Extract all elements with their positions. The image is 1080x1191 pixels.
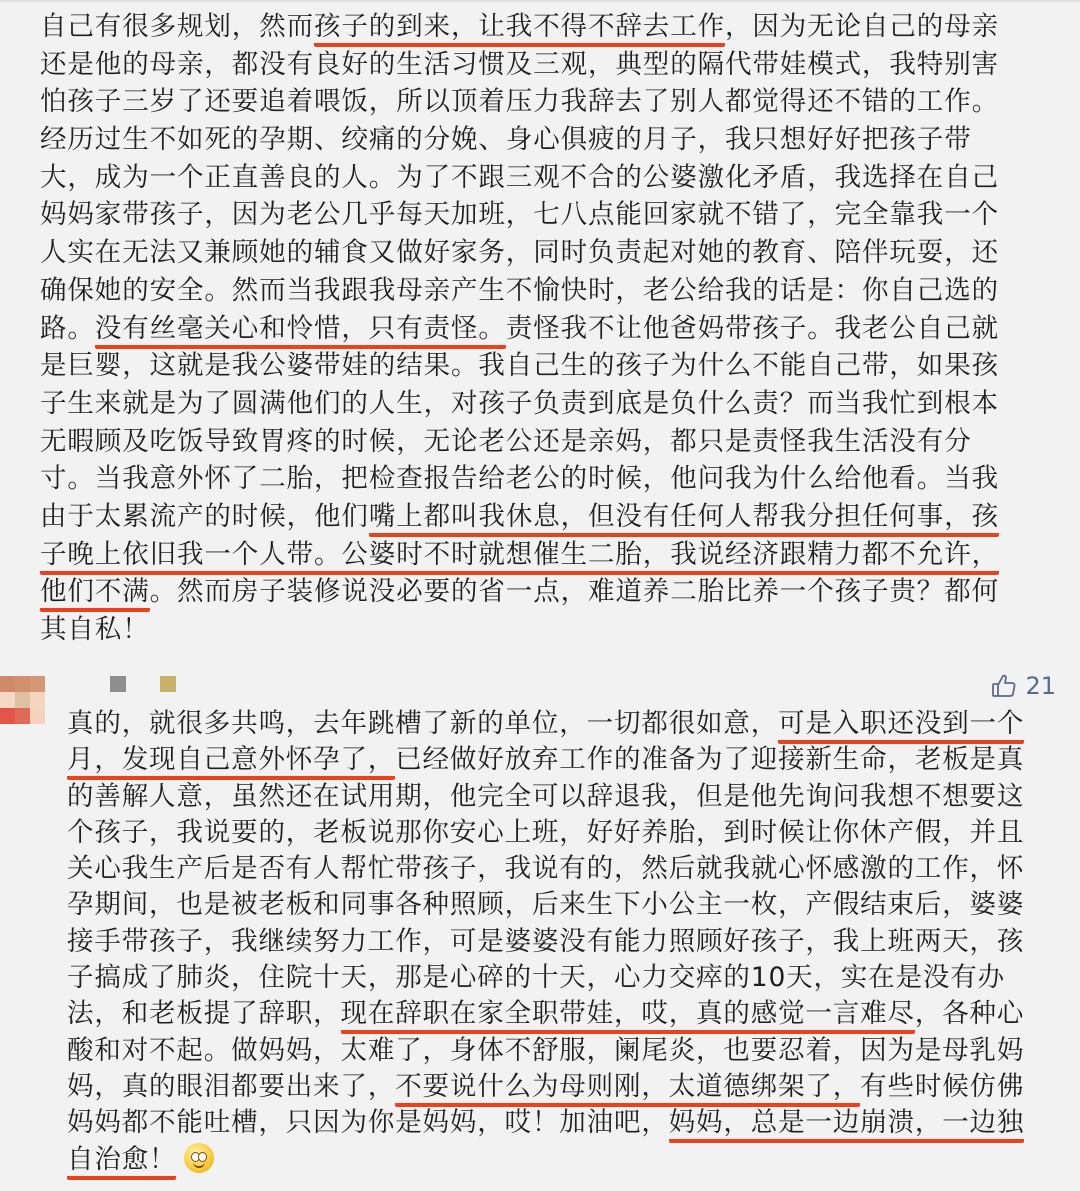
text-segment: 关心我生产后是否有人帮忙带孩子，我说有的，然后就我就心怀感激的工作，怀 [67,853,1025,885]
avatar-pixel [30,708,45,724]
text-line [67,742,1035,778]
highlighted-text: 现在辞职在家全职带娃，哎，真的感觉一言难尽 [341,998,915,1034]
text-line [67,1033,1035,1069]
text-line [40,498,1052,536]
text-segment: 是巨婴，这就是我公婆带娃的结果。我自己生的孩子为什么不能自己带，如果孩 [40,350,999,382]
text-line [40,460,1052,498]
username-redacted-block[interactable] [110,676,126,692]
text-line [40,121,1052,159]
text-line [67,779,1035,815]
text-line [67,706,1035,742]
text-segment: 法，和老板提了辞职， [67,998,341,1030]
avatar-pixel [30,676,45,692]
text-segment: 有些时候仿佛 [860,1070,1025,1102]
thumbs-up-icon [991,673,1017,699]
text-segment: ，因为无论自己的母亲 [725,11,999,42]
text-line [67,1105,1035,1141]
avatar-pixel [0,708,15,724]
text-line [40,8,1052,46]
highlighted-text: 孩子的到来，让我不得不辞去工作 [314,11,725,47]
text-line [67,960,1035,996]
text-segment: 路。 [40,312,95,344]
highlighted-text: 子晚上依旧我一个人带。公婆时不时就想催生二胎，我说经济跟精力都不允许， [40,539,999,575]
highlighted-text: 自治愈！ [67,1144,176,1180]
highlighted-text: 可是入职还没到一个 [778,708,1024,744]
text-segment: ，各种心 [914,998,1025,1030]
avatar-pixel [15,692,30,708]
text-segment: 确保她的安全。然而当我跟我母亲产生不愉快时，老公给我的话是：你自己选的 [40,274,999,306]
highlighted-text: 嘴上都叫我休息，但没有任何人帮我分担任何事，孩 [369,501,999,537]
text-segment: 无暇顾及吃饭导致胃疼的时候，无论老公还是亲妈，都只是责怪我生活没有分 [40,425,972,457]
text-line [40,159,1052,197]
comment-text [67,706,1035,1178]
highlighted-text: 不要说什么为母则刚，太道德绑架了， [395,1071,860,1107]
text-line [40,536,1052,574]
highlighted-text: 妈妈，总是一边崩溃，一边独 [669,1107,1025,1143]
like-count: 21 [1025,672,1056,700]
avatar-pixel [0,692,15,708]
text-line [40,573,1052,611]
text-line [67,1142,1035,1178]
text-line [67,887,1035,923]
text-segment: 酸和对不起。做妈妈，太难了，身体不舒服，阑尾炎，也要忍着，因为是母乳妈 [67,1034,1025,1066]
text-segment: 人实在无法又兼顾她的辅食又做好家务，同时负责起对她的教育、陪伴玩耍，还 [40,237,999,269]
avatar-pixel [15,676,30,692]
text-segment: 妈妈都不能吐槽，只因为你是妈妈，哎！加油吧， [67,1107,669,1139]
text-segment: 责怪我不让他爸妈带孩子。我老公自己就 [505,312,1000,344]
text-segment: 寸。当我意外怀了二胎，把检查报告给老公的时候，他问我为什么给他看。当我 [40,463,999,495]
text-segment: 接手带孩子，我继续努力工作，可是婆婆没有能力照顾好孩子，我上班两天，孩 [67,925,1025,957]
text-segment: 个孩子，我说要的，老板说那你安心上班，好好养胎，到时候让你休产假，并且 [67,816,1025,848]
username-redacted-block[interactable] [160,676,176,692]
text-segment: 还是他的母亲，都没有良好的生活习惯及三观，典型的隔代带娃模式，我特别害 [40,48,999,80]
text-line [40,611,1052,649]
highlighted-text: 他们不满 [40,576,150,612]
text-segment: 怕孩子三岁了还要追着喂饭，所以顶着压力我辞去了别人都觉得还不错的工作。 [40,86,999,118]
text-line [67,815,1035,851]
text-segment: 子搞成了肺炎，住院十天，那是心碎的十天，心力交瘁的10天，实在是没有办 [67,962,1005,994]
text-line [40,347,1052,385]
text-segment: 由于太累流产的时候，他们 [40,500,369,532]
avatar-pixel [30,692,45,708]
text-segment: 自己有很多规划，然而 [40,11,314,42]
highlighted-text: 没有丝毫关心和怜惜，只有责怪。 [95,313,506,349]
like-button[interactable] [991,672,1056,700]
highlighted-text: 月，发现自己意外怀孕了， [67,744,395,780]
text-line [40,83,1052,121]
text-line [40,234,1052,272]
smile-emoji-icon [184,1143,214,1173]
text-segment: 真的，就很多共鸣，去年跳槽了新的单位，一切都很如意， [67,708,779,739]
text-segment: 妈，真的眼泪都要出来了， [67,1070,396,1102]
text-line [40,385,1052,423]
text-segment: 大，成为一个正直善良的人。为了不跟三观不合的公婆激化矛盾，我选择在自己 [40,161,999,193]
text-line [67,1069,1035,1105]
text-line [40,46,1052,84]
comment-item [0,664,1080,1191]
text-segment: 子生来就是为了圆满他们的人生，对孩子负责到底是负什么责？而当我忙到根本 [40,387,999,419]
text-segment: 经历过生不如死的孕期、绞痛的分娩、身心俱疲的月子，我只想好好把孩子带 [40,124,972,156]
text-segment: 其自私！ [40,614,150,645]
text-line [67,996,1035,1032]
avatar[interactable] [0,676,45,726]
text-segment: 已经做好放弃工作的准备为了迎接新生命，老板是真 [395,744,1025,776]
text-segment: 孕期间，也是被老板和同事各种照顾，后来生下小公主一枚，产假结束后，婆婆 [67,889,1025,921]
text-line [67,851,1035,887]
text-line [40,196,1052,234]
text-segment: 妈妈家带孩子，因为老公几乎每天加班，七八点能回家就不错了，完全靠我一个 [40,199,999,231]
post-text [40,8,1052,649]
text-segment: 的善解人意，虽然还在试用期，他完全可以辞退我，但是他先询问我想不想要这 [67,780,1025,812]
text-line [40,272,1052,310]
avatar-pixel [0,676,15,692]
top-divider [0,0,1080,2]
text-line [67,924,1035,960]
text-line [40,310,1052,348]
text-line [40,423,1052,461]
avatar-pixel [15,708,30,724]
text-segment: 。然而房子装修说没必要的省一点，难道养二胎比养一个孩子贵？都何 [149,576,1000,608]
